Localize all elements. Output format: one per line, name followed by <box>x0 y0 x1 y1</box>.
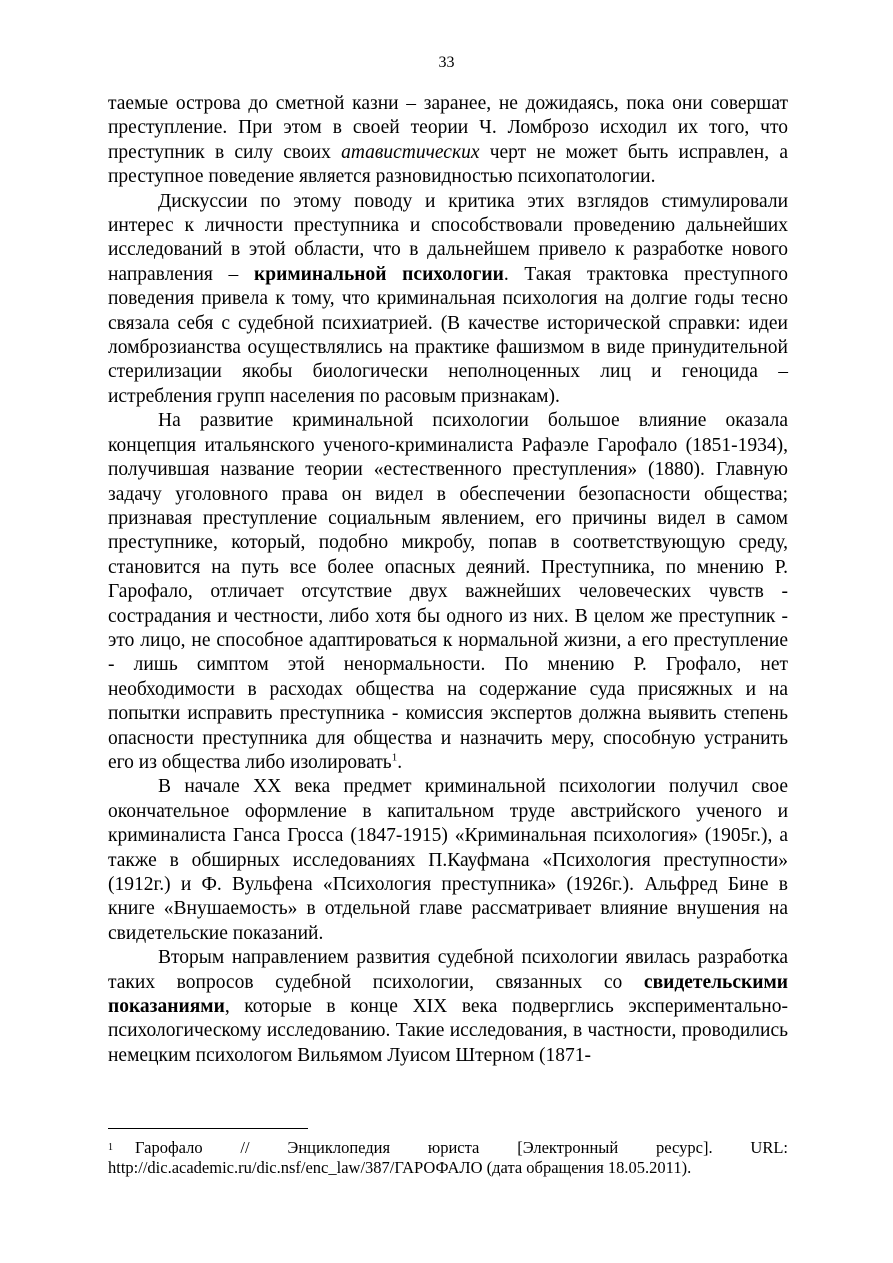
text-run: . Такая трактовка преступного поведения привела к тому, что криминальная психология на долгие годы тесно связала себя с судебной психиатрией. (В качестве исторической справки: идеи ломброзианства осуществлялись на практике фашизмом в виде принудительной стерилизации якобы биологически неполноценных лиц и геноцида – истребления групп населения по расовым признакам). <box>108 263 789 407</box>
page-number: 33 <box>438 54 455 71</box>
text-run: Вторым направлением развития судебной психологии явилась разработка таких вопросов судебной психологии, связанных со <box>108 947 788 993</box>
text-run: черт не может быть исправлен, а преступное поведение является разновидностью психопатологии. <box>108 141 788 188</box>
footnote-text: Гарофало // Энциклопедия юриста [Электронный ресурс]. URL: http://dic.academic.ru/dic.nsf/enc_law/387/ГАРОФАЛО (дата обращения 18.05.2011). <box>108 1138 788 1177</box>
text-run: . <box>397 751 403 773</box>
bold-term: свидетельскими показаниями <box>108 971 788 1018</box>
paragraph <box>108 190 788 410</box>
italic-term: атавистических <box>341 141 480 163</box>
footnote-divider <box>108 1128 308 1129</box>
paragraph <box>108 409 788 775</box>
text-run: таемые острова до сметной казни – заранее, не дожидаясь, пока они совершат преступление. При этом в своей теории Ч. Ломброзо исходил их того, что преступник в силу своих <box>108 93 788 163</box>
paragraph <box>108 775 788 946</box>
paragraph <box>108 946 788 1068</box>
paragraph <box>108 92 788 190</box>
body-text <box>108 92 788 1068</box>
footnote-reference: 1 <box>391 751 398 764</box>
footnote <box>108 1138 788 1178</box>
text-run: В начале XX века предмет криминальной психологии получил свое окончательное оформление в капитальном труде австрийского ученого и криминалиста Ганса Гросса (1847-1915) «Криминальная психология» (1905г.), а также в обширных исследованиях П.Кауфмана «Психология преступности» (1912г.) и Ф. Вульфена «Психология преступника» (1926г.). Альфред Бине в книге «Внушаемость» в отдельной главе рассматривает влияние внушения на свидетельские показаний. <box>108 776 788 944</box>
bold-term: криминальной психологии <box>254 263 504 285</box>
text-run: Дискуссии по этому поводу и критика этих взглядов стимулировали интерес к личности преступника и способствовали проведению дальнейших исследований в этой области, что в дальнейшем привело к разработке нового направления – <box>108 190 788 285</box>
footnote-mark: 1 <box>108 1142 113 1153</box>
text-run: На развитие криминальной психологии большое влияние оказала концепция итальянского ученого-криминалиста Рафаэле Гарофало (1851-1934), получившая название теории «естественного преступления» (1880). Главную задачу уголовного права он видел в обеспечении безопасности общества; признавая преступление социальным явлением, его причины видел в самом преступнике, который, подобно микробу, попав в соответствующую среду, становится на путь все более опасных деяний. Преступника, по мнению Р. Гарофало, отличает отсутствие двух важнейших человеческих чувств - сострадания и честности, либо хотя бы одного из них. В целом же преступник - это лицо, не способное адаптироваться к нормальной жизни, а его преступление - лишь симптом этой ненормальности. По мнению Р. Грофало, нет необходимости в расходах общества на содержание суда присяжных и на попытки исправить преступника - комиссия экспертов должна выявить степень опасности преступника для общества и назначить меру, способную устранить его из общества либо изолировать <box>108 410 788 773</box>
text-run: , которые в конце XIX века подверглись экспериментально-психологическому исследованию. Такие исследования, в частности, проводились немецким психологом Вильямом Луисом Штерном (1871- <box>108 996 788 1066</box>
